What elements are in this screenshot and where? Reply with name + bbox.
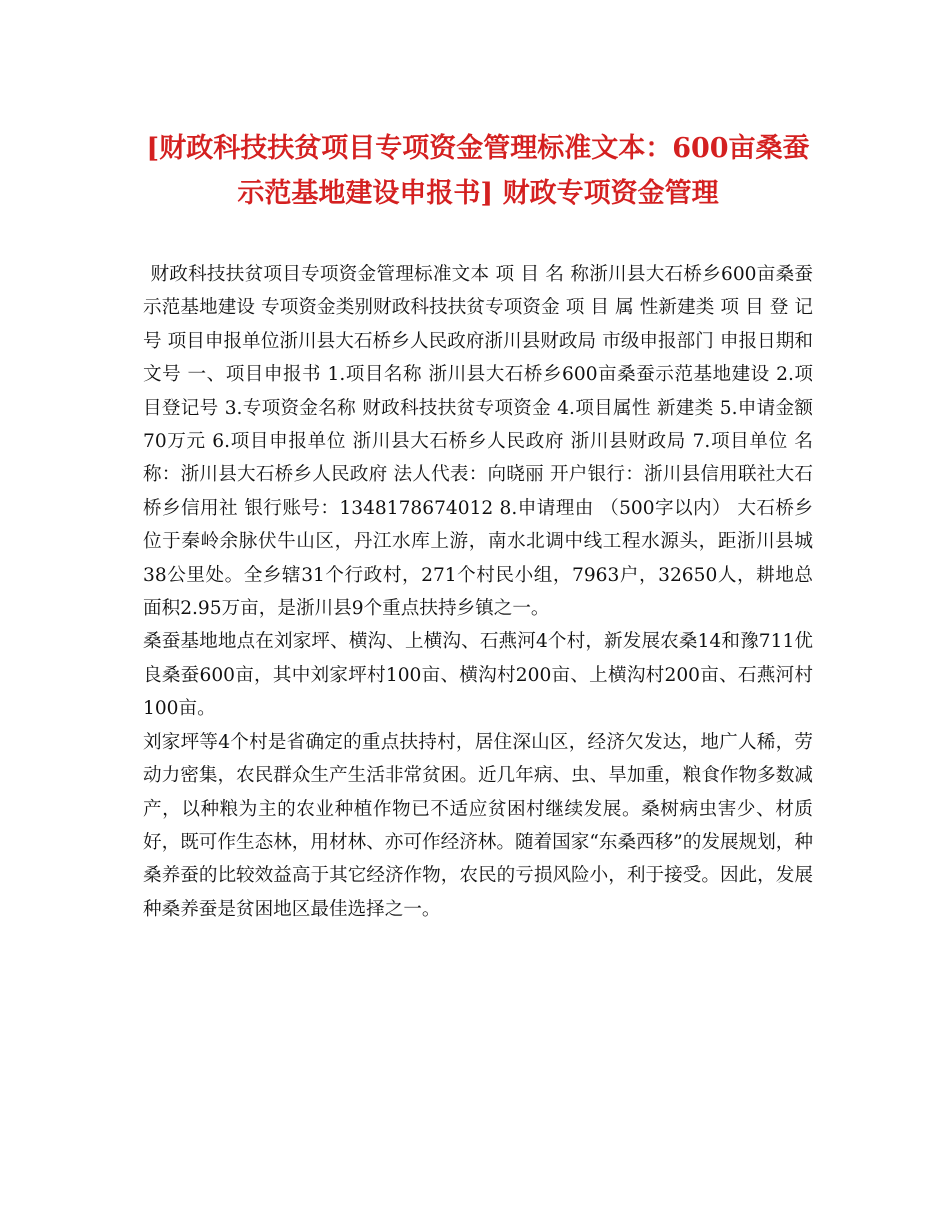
- paragraph-project-application: 财政科技扶贫项目专项资金管理标准文本 项 目 名 称浙川县大石桥乡600亩桑蚕示范基地建设 专项资金类别财政科技扶贫专项资金 项 目 属 性新建类 项 目 登 记 号 项目申报单位浙川县大石桥乡人民政府浙川县财政局 市级申报部门 申报日期和文号 一、项目申报书 1.项目名称 浙川县大石桥乡600亩桑蚕示范基地建设 2.项目登记号 3.专项资金名称 财政科技扶贫专项资金 4.项目属性 新建类 5.申请金额70万元 6.项目申报单位 浙川县大石桥乡人民政府 浙川县财政局 7.项目单位 名称：浙川县大石桥乡人民政府 法人代表：向晓丽 开户银行：浙川县信用联社大石桥乡信用社 银行账号：1348178674012 8.申请理由 （500字以内） 大石桥乡位于秦岭余脉伏牛山区，丹江水库上游，南水北调中线工程水源头，距浙川县城38公里处。全乡辖31个行政村，271个村民小组，7963户，32650人，耕地总面积2.95万亩，是浙川县9个重点扶持乡镇之一。: [143, 264, 813, 620]
- document-body: [143, 258, 813, 926]
- document-content: [143, 126, 813, 926]
- paragraph-reasons: 刘家坪等4个村是省确定的重点扶持村，居住深山区，经济欠发达，地广人稀，劳动力密集，农民群众生产生活非常贫困。近几年病、虫、旱加重，粮食作物多数减产，以种粮为主的农业种植作物已不适应贫困村继续发展。桑树病虫害少、材质好，既可作生态林，用材林、亦可作经济林。随着国家“东桑西移”的发展规划，种桑养蚕的比较效益高于其它经济作物，农民的亏损风险小，利于接受。因此，发展种桑养蚕是贫困地区最佳选择之一。: [143, 731, 813, 920]
- paragraph-base-location: 桑蚕基地地点在刘家坪、横沟、上横沟、石燕河4个村，新发展农桑14和豫711优良桑蚕600亩，其中刘家坪村100亩、横沟村200亩、上横沟村200亩、石燕河村100亩。: [143, 631, 813, 720]
- document-title: [财政科技扶贫项目专项资金管理标准文本：600亩桑蚕示范基地建设申报书] 财政专项资金管理: [146, 133, 810, 209]
